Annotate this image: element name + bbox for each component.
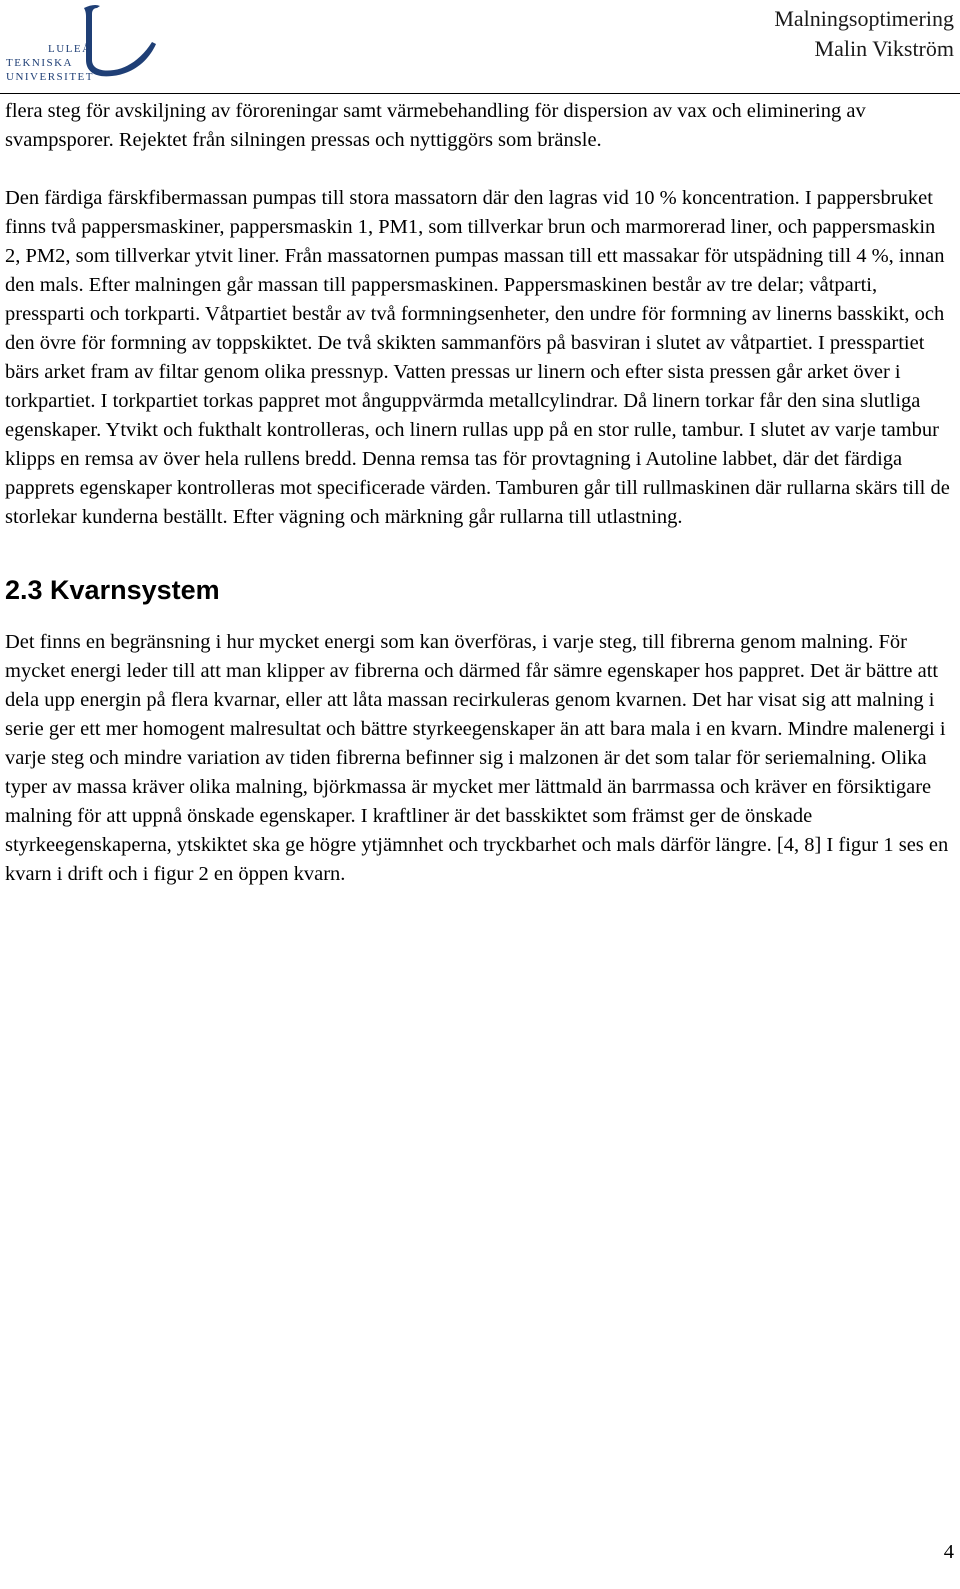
university-logo-graphic: [4, 2, 164, 84]
document-title: Malningsoptimering: [774, 6, 954, 31]
logo-text-line-1: LULEÅ: [48, 43, 92, 55]
document-body: [5, 97, 955, 889]
logo-text-line-3: UNIVERSITET: [6, 71, 94, 83]
page-header: [0, 0, 960, 96]
header-divider: [0, 93, 960, 94]
body-paragraph-3: Det finns en begränsning i hur mycket energi som kan överföras, i varje steg, till fibrerna genom malning. För mycket energi leder till att man klipper av fibrerna och därmed får sämre egenskaper hos pappret. Det är bättre att dela upp energin på flera kvarnar, eller att låta massan recirkuleras genom kvarnen. Det har visat sig att malning i serie ger ett mer homogent malresultat och bättre styrkeegenskaper än att bara mala i en kvarn. Mindre malenergi i varje steg och mindre variation av tiden fibrerna befinner sig i malzonen är det som talar för seriemalning. Olika typer av massa kräver olika malning, björkmassa är mycket mer lättmald än barrmassa och kräver en försiktigare malning för att uppnå önskade egenskaper. I kraftliner är det basskiktet som främst ger de önskade styrkeegenskaperna, ytskiktet ska ge högre ytjämnhet och tryckbarhet och mals därför längre. [4, 8] I figur 1 ses en kvarn i drift och i figur 2 en öppen kvarn.: [5, 631, 949, 885]
logo-text-line-2: TEKNISKA: [6, 57, 73, 69]
header-meta: [774, 4, 954, 64]
document-author: Malin Vikström: [814, 36, 954, 61]
page-number: 4: [943, 1541, 954, 1563]
section-heading: 2.3 Kvarnsystem: [5, 575, 220, 605]
university-logo: [4, 2, 164, 84]
body-paragraph-2: Den färdiga färskfibermassan pumpas till stora massatorn där den lagras vid 10 % koncentration. I pappersbruket finns två pappersmaskiner, pappersmaskin 1, PM1, som tillverkar brun och marmorerad liner, och pappersmaskin 2, PM2, som tillverkar ytvit liner. Från massatornen pumpas massan till ett massakar för utspädning till 4 %, innan den mals. Efter malningen går massan till pappersmaskinen. Pappersmaskinen består av tre delar; våtparti, pressparti och torkparti. Våtpartiet består av två formningsenheter, den undre för formning av linerns basskikt, och den övre för formning av toppskiktet. De två skikten sammanförs på basviran i slutet av våtpartiet. I presspartiet bärs arket fram av filtar genom olika pressnyp. Vatten pressas ur linern och efter sista pressen går arket över i torkpartiet. I torkpartiet torkas pappret mot ånguppvärmda metallcylindrar. Då linern torkar får den sina slutliga egenskaper. Ytvikt och fukthalt kontrolleras, och linern rullas upp på en stor rulle, tambur. I slutet av varje tambur klipps en remsa av över hela rullens bredd. Denna remsa tas för provtagning i Autoline labbet, där det färdiga papprets egenskaper kontrolleras mot specificerade värden. Tamburen går till rullmaskinen där rullarna skärs till de storlekar kunderna beställt. Efter vägning och märkning går rullarna till utlastning.: [5, 187, 950, 528]
body-paragraph-1: flera steg för avskiljning av föroreningar samt värmebehandling för dispersion av vax och eliminering av svampsporer. Rejektet från silningen pressas och nyttiggörs som bränsle.: [5, 100, 866, 151]
